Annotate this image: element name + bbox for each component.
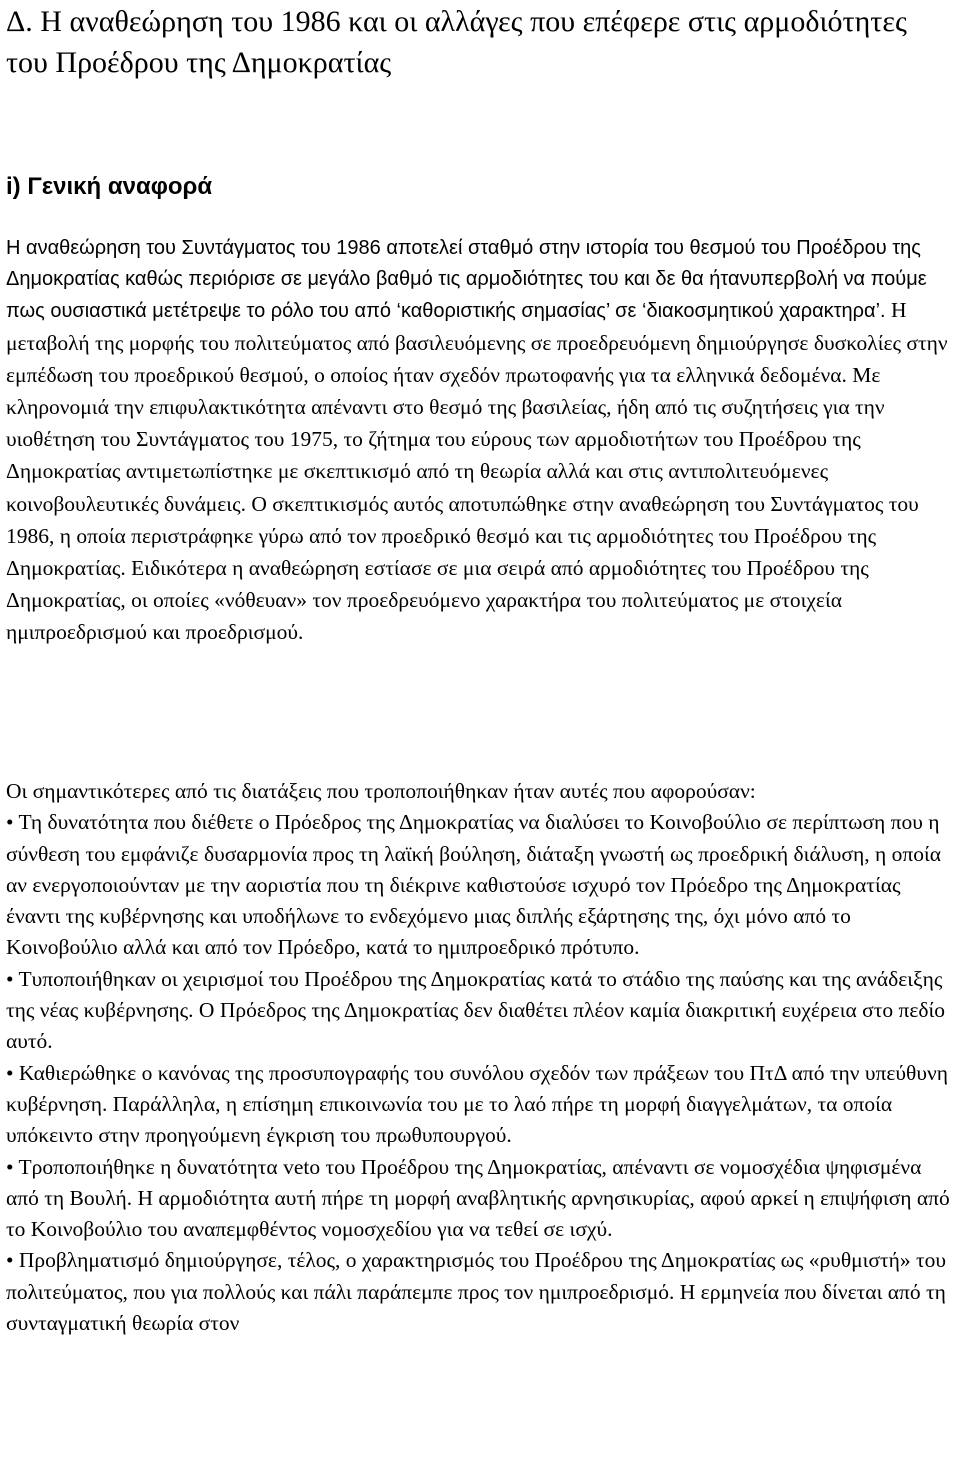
bullet-item: • Τη δυνατότητα που διέθετε ο Πρόεδρος της Δημοκρατίας να διαλύσει το Κοινοβούλιο σε περίπτωση που η σύνθεση του εμφάνιζε δυσαρμονία προς τη λαϊκή βούληση, διάταξη γνωστή ως προεδρική διάλυση, η οποία αν ενεργοποιούνταν με την αοριστία που τη διέκρινε καθιστούσε ισχυρό τον Πρόεδρο της Δημοκρατίας έναντι της κυβέρνησης και υποδήλωνε το ενδεχόμενο μιας διπλής εξάρτησης της, όχι μόνο από το Κοινοβούλιο αλλά και από τον Πρόεδρο, κατά το ημιπροεδρικό πρότυπο.: [6, 810, 941, 960]
paragraph-2-intro: Οι σημαντικότερες από τις διατάξεις που τροποποιήθηκαν ήταν αυτές που αφορούσαν:: [6, 779, 756, 803]
paragraph-2: [6, 776, 958, 1339]
bullet-item: • Καθιερώθηκε ο κανόνας της προσυπογραφής του συνόλου σχεδόν των πράξεων του ΠτΔ από την υπεύθυνη κυβέρνηση. Παράλληλα, η επίσημη επικοινωνία του με το λαό πήρε τη μορφή διαγγελμάτων, τα οποία υπόκειντο στην προηγούμενη έγκριση του πρωθυπουργού.: [6, 1060, 948, 1148]
section-heading: Δ. Η αναθεώρηση του 1986 και οι αλλάγες που επέφερε στις αρμοδιότητες του Προέδρου της Δημοκρατίας: [6, 5, 907, 79]
paragraph-1-sans-text: Η αναθεώρηση του Συντάγματος του 1986 αποτελεί σταθμό στην ιστορία του θεσμού του Προέδρου της Δημοκρατίας καθώς περιόρισε σε μεγάλο βαθμό τις αρμοδιότητες του και δε θα ήτανυπερβολή να πούμε πως ουσιαστικά μετέτρεψε το ρόλο του από ‘καθοριστικής σημασίας’ σε ‘διακοσμητικού χαρακτηρα’.: [6, 237, 927, 323]
bullet-item: • Τροποποιήθηκε η δυνατότητα veto του Προέδρου της Δημοκρατίας, απέναντι σε νομοσχέδια ψηφισμένα από τη Βουλή. Η αρμοδιότητα αυτή πήρε τη μορφή αναβλητικής αρνησικυρίας, αφού αρκεί η επιψήφιση από το Κοινοβούλιο του αναπεμφθέντος νομοσχεδίου για να τεθεί σε ισχύ.: [6, 1154, 950, 1242]
paragraph-1-serif-text: Η μεταβολή της μορφής του πολιτεύματος από βασιλευόμενης σε προεδρευόμενη δημιούργησε δυσκολίες στην εμπέδωση του προεδρικού θεσμού, ο οποίος ήταν σχεδόν πρωτοφανής για τα ελληνικά δεδομένα. Με κληρονομιά την επιφυλακτικότητα απέναντι στο θεσμό της βασιλείας, ήδη από τις συζητήσεις για την υιοθέτηση του Συντάγματος του 1975, το ζήτημα του εύρους των αρμοδιοτήτων του Προέδρου της Δημοκρατίας αντιμετωπίστηκε με σκεπτικισμό από τη θεωρία αλλά και στις αντιπολιτευόμενες κοινοβουλευτικές δυνάμεις. Ο σκεπτικισμός αυτός αποτυπώθηκε στην αναθεώρηση του Συντάγματος του 1986, η οποία περιστράφηκε γύρω από τον προεδρικό θεσμό και τις αρμοδιότητες του Προέδρου της Δημοκρατίας. Ειδικότερα η αναθεώρηση εστίασε σε μια σειρά από αρμοδιότητες του Προέδρου της Δημοκρατίας, οι οποίες «νόθευαν» τον προεδρευόμενο χαρακτήρα του πολιτεύματος με στοιχεία ημιπροεδρισμού και προεδρισμού.: [6, 298, 948, 645]
subsection-heading: i) Γενική αναφορά: [6, 173, 213, 200]
bullet-item: • Προβληματισμό δημιούργησε, τέλος, ο χαρακτηρισμός του Προέδρου της Δημοκρατίας ως «ρυθμιστή» του πολιτεύματος, που για πολλούς και πάλι παράπεμπε προς τον ημιπροεδρισμό. Η ερμηνεία που δίνεται από τη συνταγματική θεωρία στον: [6, 1248, 947, 1336]
paragraph-1: [6, 233, 956, 650]
document-page: [6, 0, 956, 1336]
bullet-item: • Τυποποιήθηκαν οι χειρισμοί του Προέδρου της Δημοκρατίας κατά το στάδιο της παύσης και της ανάδειξης της νέας κυβέρνησης. Ο Πρόεδρος της Δημοκρατίας δεν διαθέτει πλέον καμία διακριτική ευχέρεια στο πεδίο αυτό.: [6, 966, 946, 1054]
